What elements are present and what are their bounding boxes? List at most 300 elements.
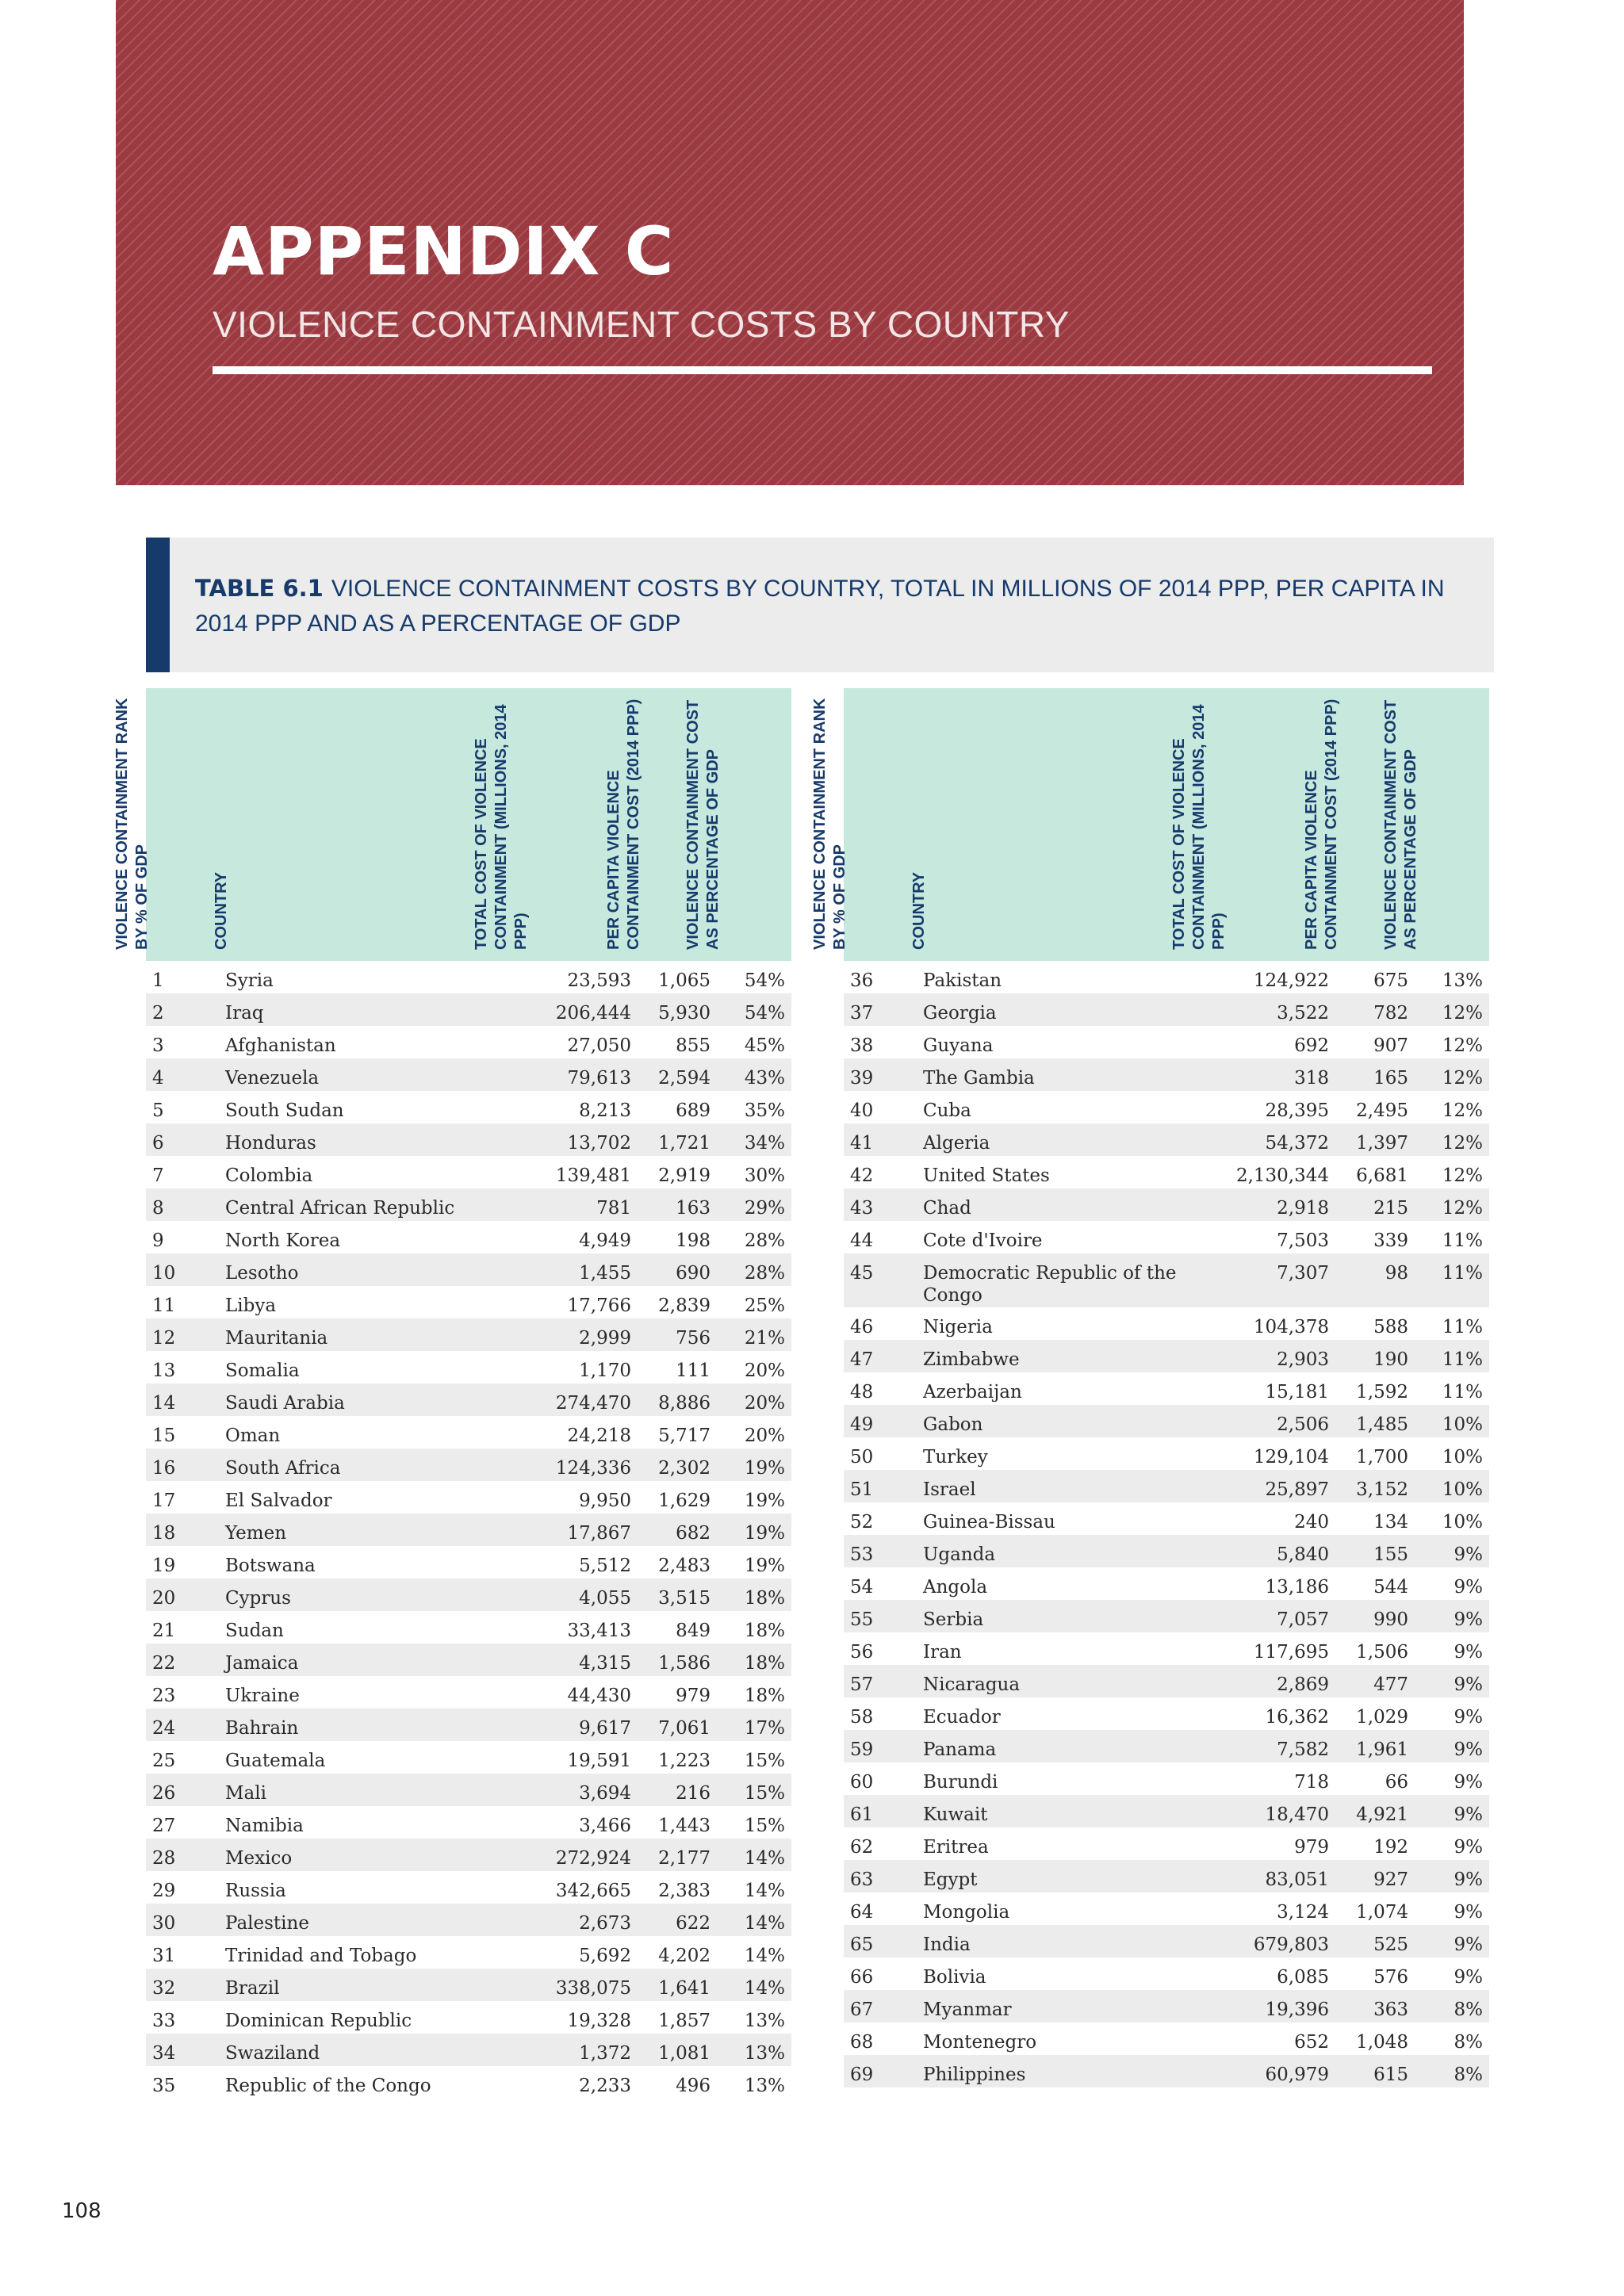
country-cell: Kuwait [923,1804,988,1825]
per-capita-cell: 855 [676,1035,710,1056]
rank-cell: 40 [850,1100,874,1121]
table-row [146,1448,791,1481]
table-row [844,1860,1489,1892]
total-cost-cell: 2,233 [579,2076,631,2096]
pct-gdp-cell: 12% [1442,1003,1483,1024]
country-cell: Egypt [923,1869,978,1890]
table-row [146,1156,791,1188]
per-capita-cell: 682 [676,1523,710,1544]
per-capita-cell: 2,177 [658,1848,710,1869]
pct-gdp-cell: 20% [744,1360,785,1381]
table-row [146,1318,791,1351]
pct-gdp-cell: 35% [744,1100,785,1121]
rank-cell: 62 [850,1837,874,1858]
pct-gdp-cell: 20% [744,1393,785,1414]
rank-cell: 56 [850,1642,874,1663]
rank-cell: 39 [850,1068,874,1089]
header-country: COUNTRY [910,871,928,950]
country-cell: Cote d'Ivoire [923,1230,1043,1251]
total-cost-cell: 1,170 [579,1360,631,1381]
country-cell: Panama [923,1739,997,1760]
total-cost-cell: 17,766 [567,1295,631,1316]
per-capita-cell: 1,586 [658,1653,710,1674]
per-capita-cell: 849 [676,1621,710,1641]
total-cost-cell: 692 [1294,1035,1329,1056]
total-cost-cell: 3,466 [579,1816,631,1836]
rank-cell: 34 [152,2043,176,2064]
table-row [146,1481,791,1513]
rank-cell: 26 [152,1783,176,1804]
total-cost-cell: 16,362 [1265,1707,1329,1728]
total-cost-cell: 2,903 [1277,1349,1329,1370]
per-capita-cell: 6,681 [1356,1165,1408,1186]
total-cost-cell: 1,372 [579,2043,631,2064]
pct-gdp-cell: 13% [1442,970,1483,991]
country-cell: The Gambia [923,1068,1035,1089]
rank-cell: 59 [850,1739,874,1760]
per-capita-cell: 1,592 [1356,1382,1408,1402]
pct-gdp-cell: 18% [744,1588,785,1609]
per-capita-cell: 782 [1373,1003,1408,1024]
country-cell: Cuba [923,1100,971,1121]
per-capita-cell: 1,721 [658,1133,710,1154]
per-capita-cell: 1,629 [658,1490,710,1511]
per-capita-cell: 1,397 [1356,1133,1408,1154]
per-capita-cell: 990 [1373,1609,1408,1630]
rank-cell: 10 [152,1263,176,1284]
rank-cell: 45 [850,1263,874,1284]
rank-cell: 6 [152,1133,164,1154]
per-capita-cell: 2,919 [658,1165,710,1186]
country-cell: United States [923,1165,1050,1186]
total-cost-cell: 124,922 [1253,970,1329,991]
total-cost-cell: 9,950 [579,1490,631,1511]
total-cost-cell: 979 [1294,1837,1329,1858]
pct-gdp-cell: 21% [744,1328,785,1349]
pct-gdp-cell: 18% [744,1653,785,1674]
country-cell: Iraq [225,1003,264,1024]
rank-cell: 12 [152,1328,176,1349]
country-cell: Eritrea [923,1837,989,1858]
total-cost-cell: 19,591 [567,1751,631,1771]
country-cell: Bolivia [923,1967,986,1988]
total-cost-cell: 7,307 [1277,1263,1329,1284]
pct-gdp-cell: 9% [1454,1804,1483,1825]
per-capita-cell: 134 [1373,1512,1408,1533]
pct-gdp-cell: 10% [1442,1447,1483,1468]
per-capita-cell: 165 [1373,1068,1408,1089]
country-cell: Yemen [225,1523,287,1544]
per-capita-cell: 1,506 [1356,1642,1408,1663]
table-row [146,1513,791,1546]
pct-gdp-cell: 10% [1442,1512,1483,1533]
table-row [844,1405,1489,1437]
table-row [146,1286,791,1318]
pct-gdp-cell: 15% [744,1816,785,1836]
country-cell: Swaziland [225,2043,320,2064]
rank-cell: 58 [850,1707,874,1728]
table-row [146,1091,791,1123]
rank-cell: 57 [850,1674,874,1695]
rank-cell: 47 [850,1349,874,1370]
pct-gdp-cell: 12% [1442,1165,1483,1186]
pct-gdp-cell: 9% [1454,1967,1483,1988]
per-capita-cell: 5,930 [658,1003,710,1024]
table-row [844,1925,1489,1957]
rank-cell: 66 [850,1967,874,1988]
pct-gdp-cell: 9% [1454,1609,1483,1630]
table-header [811,688,1489,961]
header-total: TOTAL COST OF VIOLENCE CONTAINMENT (MILLIONS, 2014 PPP) [473,704,530,950]
pct-gdp-cell: 54% [744,970,785,991]
rank-cell: 60 [850,1772,874,1793]
pct-gdp-cell: 9% [1454,1869,1483,1890]
table-row [146,1123,791,1156]
table-row [146,1578,791,1611]
table-row [146,1676,791,1709]
rank-cell: 21 [152,1621,176,1641]
table-row [844,1892,1489,1925]
rank-cell: 49 [850,1414,874,1435]
banner-divider [213,366,1432,374]
pct-gdp-cell: 9% [1454,1642,1483,1663]
per-capita-cell: 4,921 [1356,1804,1408,1825]
per-capita-cell: 615 [1373,2064,1408,2085]
total-cost-cell: 652 [1294,2032,1329,2053]
table-row [844,1957,1489,1990]
pct-gdp-cell: 14% [744,1946,785,1966]
pct-gdp-cell: 15% [744,1751,785,1771]
rank-cell: 22 [152,1653,176,1674]
country-cell: Dominican Republic [225,2011,412,2031]
pct-gdp-cell: 34% [744,1133,785,1154]
per-capita-cell: 1,065 [658,970,710,991]
header-country: COUNTRY [213,871,230,950]
per-capita-cell: 163 [676,1198,710,1219]
rank-cell: 43 [850,1198,874,1219]
country-cell: Botswana [225,1556,316,1576]
table-row [844,1091,1489,1123]
table-row [844,1990,1489,2022]
table-row [146,993,791,1026]
per-capita-cell: 1,857 [658,2011,710,2031]
per-capita-cell: 98 [1385,1263,1408,1284]
total-cost-cell: 79,613 [567,1068,631,1089]
table-row [844,1372,1489,1405]
country-cell: Bahrain [225,1718,299,1739]
table-row [844,1535,1489,1567]
table-row [146,1546,791,1578]
table-row [844,1697,1489,1730]
table-row [844,1188,1489,1221]
country-cell: Cyprus [225,1588,291,1609]
table-row [146,2034,791,2066]
table-header [113,688,791,961]
table-body [146,961,791,2099]
table-row [844,1730,1489,1762]
rank-cell: 31 [152,1946,176,1966]
pct-gdp-cell: 19% [744,1523,785,1544]
table-row [844,1795,1489,1827]
pct-gdp-cell: 9% [1454,1772,1483,1793]
total-cost-cell: 4,055 [579,1588,631,1609]
rank-cell: 54 [850,1577,874,1598]
total-cost-cell: 24,218 [567,1425,631,1446]
country-cell: Gabon [923,1414,983,1435]
country-cell: El Salvador [225,1490,332,1511]
pct-gdp-cell: 9% [1454,1544,1483,1565]
table-row [844,2055,1489,2087]
rank-cell: 69 [850,2064,874,2085]
per-capita-cell: 3,515 [658,1588,710,1609]
table-row [844,1470,1489,1502]
rank-cell: 52 [850,1512,874,1533]
table-row [146,1774,791,1806]
pct-gdp-cell: 11% [1442,1349,1483,1370]
country-cell: Colombia [225,1165,313,1186]
pct-gdp-cell: 25% [744,1295,785,1316]
per-capita-cell: 1,443 [658,1816,710,1836]
per-capita-cell: 588 [1373,1317,1408,1337]
table-row [146,1839,791,1871]
rank-cell: 38 [850,1035,874,1056]
pct-gdp-cell: 14% [744,1978,785,1999]
per-capita-cell: 2,383 [658,1881,710,1901]
country-cell: Guyana [923,1035,994,1056]
pct-gdp-cell: 8% [1454,1999,1483,2020]
table-title: VIOLENCE CONTAINMENT COSTS BY COUNTRY, TOTAL IN MILLIONS OF 2014 PPP, PER CAPITA IN 2014 PPP AND AS A PERCENTAGE OF GDP [195,576,1445,637]
country-cell: Honduras [225,1133,316,1154]
pct-gdp-cell: 11% [1442,1382,1483,1402]
table-row [146,961,791,993]
pct-gdp-cell: 13% [744,2043,785,2064]
country-cell: Iran [923,1642,962,1663]
rank-cell: 9 [152,1230,164,1251]
table-row [146,1806,791,1839]
country-cell: Brazil [225,1978,280,1999]
rank-cell: 3 [152,1035,164,1056]
total-cost-cell: 781 [596,1198,631,1219]
table-row [146,1383,791,1416]
total-cost-cell: 4,315 [579,1653,631,1674]
rank-cell: 2 [152,1003,164,1024]
rank-cell: 16 [152,1458,176,1479]
rank-cell: 24 [152,1718,176,1739]
table-row [146,1904,791,1936]
rank-cell: 48 [850,1382,874,1402]
total-cost-cell: 2,130,344 [1235,1165,1329,1186]
country-cell: Venezuela [225,1068,320,1089]
pct-gdp-cell: 45% [744,1035,785,1056]
pct-gdp-cell: 13% [744,2011,785,2031]
pct-gdp-cell: 19% [744,1458,785,1479]
total-cost-cell: 139,481 [555,1165,631,1186]
page-number: 108 [62,2199,102,2223]
total-cost-cell: 318 [1294,1068,1329,1089]
country-cell: Burundi [923,1772,998,1793]
table-row [844,1123,1489,1156]
table-row [844,961,1489,993]
total-cost-cell: 25,897 [1265,1479,1329,1500]
total-cost-cell: 60,979 [1265,2064,1329,2085]
total-cost-cell: 124,336 [555,1458,631,1479]
rank-cell: 14 [152,1393,176,1414]
table-caption [146,538,1494,672]
country-cell: Serbia [923,1609,984,1630]
rank-cell: 5 [152,1100,164,1121]
country-cell: Mali [225,1783,266,1804]
pct-gdp-cell: 10% [1442,1414,1483,1435]
country-cell: Mongolia [923,1902,1010,1923]
total-cost-cell: 129,104 [1253,1447,1329,1468]
table-row [146,1188,791,1221]
country-cell: Saudi Arabia [225,1393,345,1414]
appendix-title: APPENDIX C [213,212,675,290]
total-cost-cell: 5,840 [1277,1544,1329,1565]
rank-cell: 42 [850,1165,874,1186]
total-cost-cell: 117,695 [1253,1642,1329,1663]
total-cost-cell: 13,186 [1265,1577,1329,1598]
rank-cell: 68 [850,2032,874,2053]
rank-cell: 19 [152,1556,176,1576]
rank-cell: 15 [152,1425,176,1446]
per-capita-cell: 1,048 [1356,2032,1408,2053]
rank-cell: 11 [152,1295,176,1316]
table-row [844,1340,1489,1372]
table-row [844,1632,1489,1665]
pct-gdp-cell: 11% [1442,1263,1483,1284]
total-cost-cell: 54,372 [1265,1133,1329,1154]
per-capita-cell: 66 [1385,1772,1408,1793]
per-capita-cell: 216 [676,1783,710,1804]
pct-gdp-cell: 20% [744,1425,785,1446]
pct-gdp-cell: 12% [1442,1068,1483,1089]
country-cell: Guatemala [225,1751,326,1771]
pct-gdp-cell: 18% [744,1621,785,1641]
pct-gdp-cell: 10% [1442,1479,1483,1500]
country-cell: Turkey [923,1447,988,1468]
country-cell: Lesotho [225,1263,299,1284]
header-per-capita: PER CAPITA VIOLENCE CONTAINMENT COST (2014 PPP) [605,698,642,950]
total-cost-cell: 5,512 [579,1556,631,1576]
rank-cell: 13 [152,1360,176,1381]
country-cell: South Sudan [225,1100,344,1121]
header-pct-gdp: VIOLENCE CONTAINMENT COST AS PERCENTAGE OF GDP [1382,699,1419,950]
per-capita-cell: 1,485 [1356,1414,1408,1435]
country-cell: Pakistan [923,970,1002,991]
per-capita-cell: 907 [1373,1035,1408,1056]
country-cell: Somalia [225,1360,300,1381]
total-cost-cell: 274,470 [555,1393,631,1414]
total-cost-cell: 4,949 [579,1230,631,1251]
table-row [146,1221,791,1253]
country-cell: Central African Republic [225,1198,455,1219]
pct-gdp-cell: 11% [1442,1317,1483,1337]
country-cell: Syria [225,970,274,991]
pct-gdp-cell: 14% [744,1848,785,1869]
table-row [844,1253,1489,1307]
per-capita-cell: 496 [676,2076,710,2096]
per-capita-cell: 675 [1373,970,1408,991]
total-cost-cell: 3,124 [1277,1902,1329,1923]
caption-accent-bar [146,538,170,672]
per-capita-cell: 525 [1373,1934,1408,1955]
rank-cell: 4 [152,1068,164,1089]
country-cell: Libya [225,1295,277,1316]
rank-cell: 37 [850,1003,874,1024]
per-capita-cell: 155 [1373,1544,1408,1565]
per-capita-cell: 8,886 [658,1393,710,1414]
per-capita-cell: 5,717 [658,1425,710,1446]
per-capita-cell: 339 [1373,1230,1408,1251]
table-row [844,993,1489,1026]
table-right [811,688,1489,2087]
per-capita-cell: 192 [1373,1837,1408,1858]
total-cost-cell: 3,694 [579,1783,631,1804]
country-cell: Jamaica [225,1653,299,1674]
country-cell: India [923,1934,971,1955]
rank-cell: 35 [152,2076,176,2096]
total-cost-cell: 338,075 [555,1978,631,1999]
table-row [146,2001,791,2034]
rank-cell: 61 [850,1804,874,1825]
pct-gdp-cell: 9% [1454,1934,1483,1955]
per-capita-cell: 7,061 [658,1718,710,1739]
pct-gdp-cell: 29% [744,1198,785,1219]
total-cost-cell: 18,470 [1265,1804,1329,1825]
rank-cell: 17 [152,1490,176,1511]
rank-cell: 51 [850,1479,874,1500]
total-cost-cell: 13,702 [567,1133,631,1154]
country-cell: Oman [225,1425,281,1446]
table-row [844,1567,1489,1600]
total-cost-cell: 2,869 [1277,1674,1329,1695]
country-cell: Afghanistan [225,1035,336,1056]
country-cell: Trinidad and Tobago [225,1946,417,1966]
total-cost-cell: 15,181 [1265,1382,1329,1402]
rank-cell: 65 [850,1934,874,1955]
pct-gdp-cell: 12% [1442,1100,1483,1121]
table-row [844,1156,1489,1188]
table-row [844,1221,1489,1253]
total-cost-cell: 7,503 [1277,1230,1329,1251]
rank-cell: 53 [850,1544,874,1565]
country-cell: Nicaragua [923,1674,1021,1695]
country-cell: Zimbabwe [923,1349,1020,1370]
country-cell: Nigeria [923,1317,993,1337]
pct-gdp-cell: 30% [744,1165,785,1186]
pct-gdp-cell: 9% [1454,1837,1483,1858]
table-row [844,1665,1489,1697]
header-per-capita: PER CAPITA VIOLENCE CONTAINMENT COST (2014 PPP) [1303,698,1340,950]
total-cost-cell: 33,413 [567,1621,631,1641]
country-cell: Mexico [225,1848,293,1869]
table-row [146,1611,791,1644]
country-cell: Palestine [225,1913,309,1934]
country-cell: Montenegro [923,2032,1037,2053]
rank-cell: 36 [850,970,874,991]
rank-cell: 32 [152,1978,176,1999]
total-cost-cell: 718 [1294,1772,1329,1793]
table-row [146,1936,791,1969]
total-cost-cell: 206,444 [555,1003,631,1024]
rank-cell: 8 [152,1198,164,1219]
table-row [844,1600,1489,1632]
country-cell: Algeria [923,1133,990,1154]
per-capita-cell: 927 [1373,1869,1408,1890]
per-capita-cell: 2,302 [658,1458,710,1479]
rank-cell: 46 [850,1317,874,1337]
